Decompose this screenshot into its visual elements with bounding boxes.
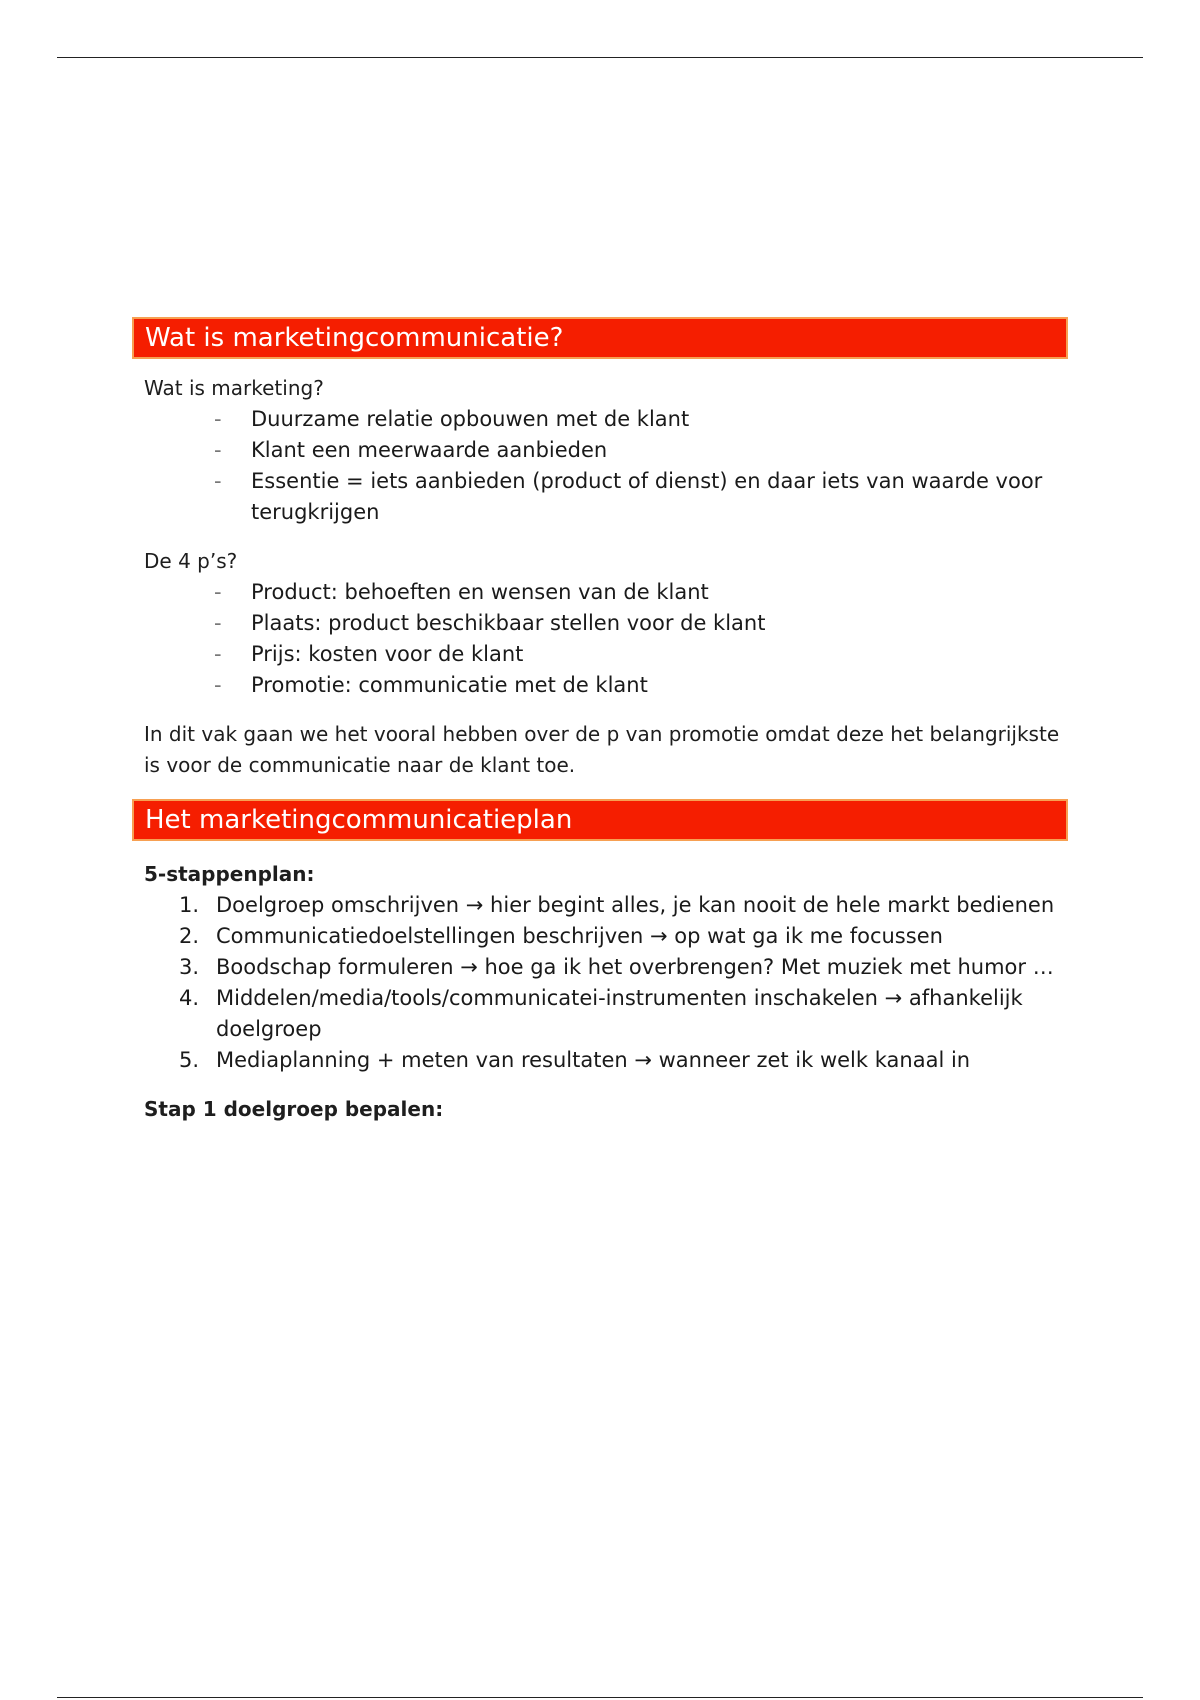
section-heading-marketingcommunicatie: Wat is marketingcommunicatie? — [132, 317, 1068, 359]
bottom-rule — [57, 1697, 1143, 1698]
step-number: 2. — [179, 924, 200, 948]
step-number: 3. — [179, 955, 200, 979]
list-item: - Klant een meerwaarde aanbieden — [132, 435, 1068, 466]
dash-bullet: - — [214, 438, 222, 462]
list-item: - Promotie: communicatie met de klant — [132, 670, 1068, 701]
question-four-ps: De 4 p’s? — [144, 549, 238, 573]
list-item: - Essentie = iets aanbieden (product of dienst) en daar iets van waarde voor terugkrijgen — [132, 466, 1068, 528]
four-ps-list — [132, 577, 1068, 701]
list-item: - Duurzame relatie opbouwen met de klant — [132, 404, 1068, 435]
list-item: 4. Middelen/media/tools/communicatei-instrumenten inschakelen → afhankelijk doelgroep — [132, 983, 1068, 1045]
list-item: - Plaats: product beschikbaar stellen voor de klant — [132, 608, 1068, 639]
dash-bullet: - — [214, 642, 222, 666]
top-rule — [57, 57, 1143, 58]
five-step-plan-title: 5-stappenplan: — [144, 862, 315, 886]
step-number: 4. — [179, 986, 200, 1010]
step1-title: Stap 1 doelgroep bepalen: — [144, 1097, 444, 1121]
list-item: - Prijs: kosten voor de klant — [132, 639, 1068, 670]
section-heading-communicatieplan: Het marketingcommunicatieplan — [132, 799, 1068, 841]
list-item: 3. Boodschap formuleren → hoe ga ik het overbrengen? Met muziek met humor … — [132, 952, 1068, 983]
dash-bullet: - — [214, 469, 222, 493]
five-step-plan-list — [132, 890, 1068, 1076]
dash-bullet: - — [214, 580, 222, 604]
step-number: 5. — [179, 1048, 200, 1072]
dash-bullet: - — [214, 407, 222, 431]
step-number: 1. — [179, 893, 200, 917]
list-item: 5. Mediaplanning + meten van resultaten → wanneer zet ik welk kanaal in — [132, 1045, 1068, 1076]
list-item: - Product: behoeften en wensen van de klant — [132, 577, 1068, 608]
dash-bullet: - — [214, 673, 222, 697]
dash-bullet: - — [214, 611, 222, 635]
question-marketing: Wat is marketing? — [144, 376, 324, 400]
document-body — [132, 317, 1068, 1125]
marketing-points-list — [132, 404, 1068, 528]
list-item: 2. Communicatiedoelstellingen beschrijven → op wat ga ik me focussen — [132, 921, 1068, 952]
list-item: 1. Doelgroep omschrijven → hier begint alles, je kan nooit de hele markt bedienen — [132, 890, 1068, 921]
promotie-paragraph: In dit vak gaan we het vooral hebben over de p van promotie omdat deze het belangrijkste is voor de communicatie naar de klant toe. — [144, 722, 1060, 777]
